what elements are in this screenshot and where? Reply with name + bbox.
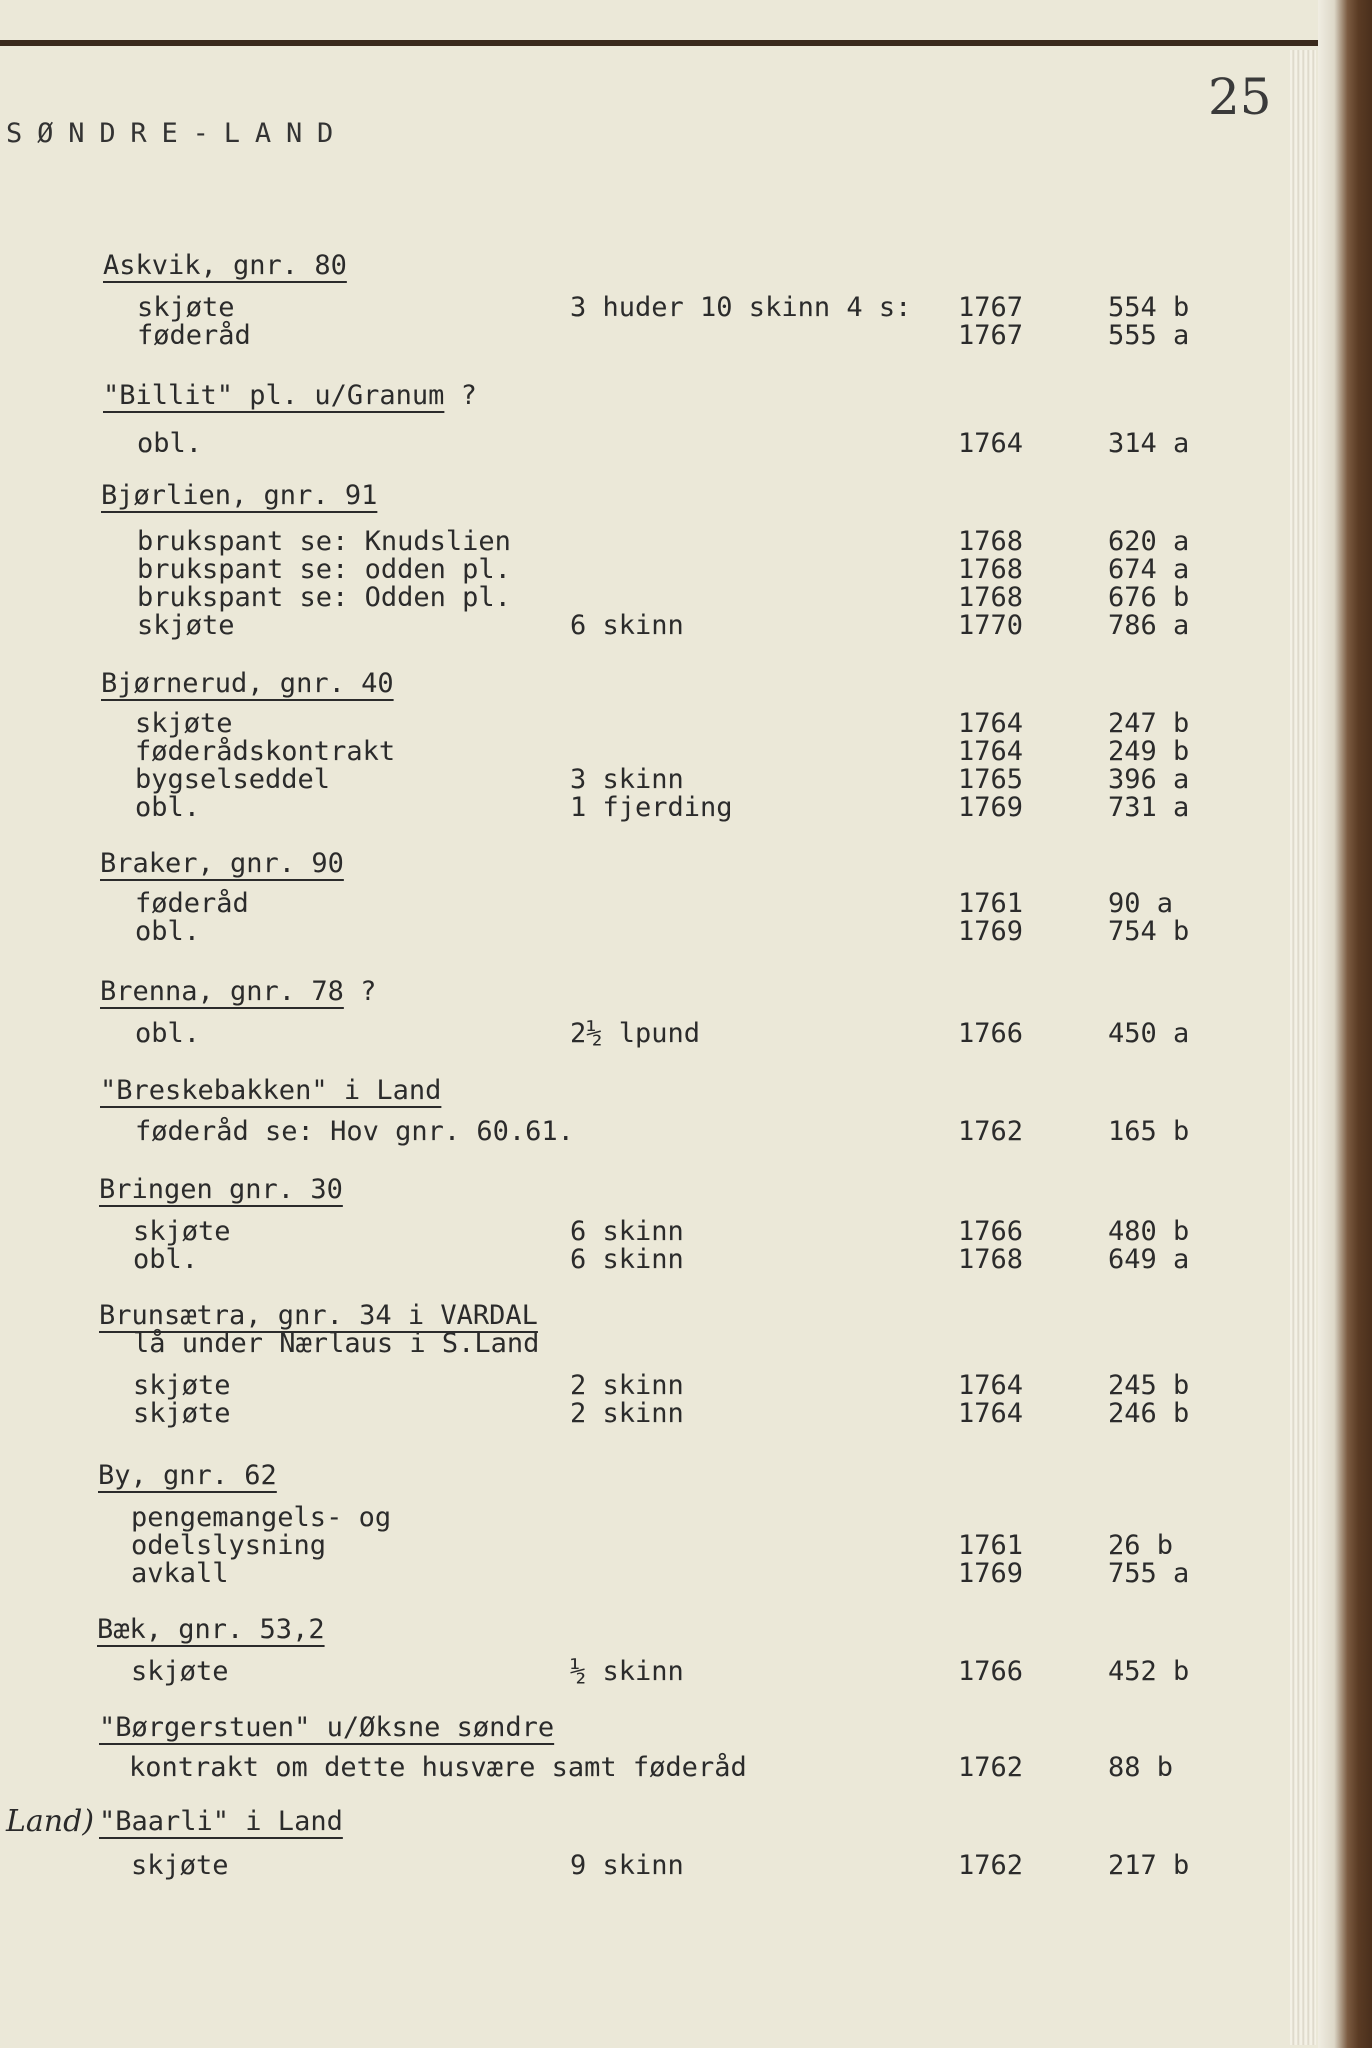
entry-row (0, 736, 1290, 766)
entry-year: 1764 (958, 1398, 1024, 1429)
entry-desc: skjøte (137, 292, 235, 323)
entry-val: 9 skinn (570, 1850, 684, 1881)
entry-year: 1761 (958, 888, 1024, 919)
entry-row (0, 610, 1290, 640)
entry-year: 1769 (958, 916, 1024, 947)
entry-ref: 754 b (1108, 916, 1190, 947)
entry-year: 1766 (958, 1216, 1024, 1247)
entry-row (0, 888, 1290, 918)
entry-val: 1 fjerding (570, 792, 733, 823)
entry-desc: obl. (135, 792, 201, 823)
entry-year: 1764 (958, 428, 1024, 459)
entry-val: 2 skinn (570, 1398, 684, 1429)
entry-row (0, 764, 1290, 794)
entry-title (99, 1174, 343, 1205)
entry-row (0, 1018, 1290, 1048)
entry-ref: 165 b (1108, 1116, 1190, 1147)
entry-desc: brukspant se: Knudslien (137, 526, 511, 557)
entry-ref: 649 a (1108, 1244, 1190, 1275)
entry-desc: føderådskontrakt (135, 736, 396, 767)
entry-row (0, 428, 1290, 458)
entry-year: 1767 (958, 292, 1024, 323)
entry-desc: skjøte (137, 610, 235, 641)
entry-title-text: Bæk, gnr. 53,2 (97, 1614, 325, 1645)
entry-ref: 555 a (1108, 320, 1190, 351)
entry-row (0, 1530, 1290, 1560)
handwritten-margin-note: Land) (6, 1804, 95, 1839)
entry-desc: bygselseddel (135, 764, 331, 795)
entry-title (100, 976, 376, 1007)
entry-ref: 674 a (1108, 554, 1190, 585)
entry-year: 1762 (958, 1116, 1024, 1147)
entry-ref: 786 a (1108, 610, 1190, 641)
entry-title-text: "Billit" pl. u/Granum (103, 380, 445, 411)
entry-desc: føderåd (137, 320, 251, 351)
entry-desc: skjøte (131, 1850, 229, 1881)
entry-desc: kontrakt om dette husvære samt føderåd (129, 1752, 747, 1783)
entry-subtitle: lå under Nærlaus i S.Land (133, 1328, 540, 1359)
entry-desc: odelslysning (131, 1530, 327, 1561)
entry-title (101, 668, 394, 699)
page-number: 25 (1208, 68, 1272, 126)
entry-ref: 247 b (1108, 708, 1190, 739)
entry-title-text: Brunsætra, gnr. 34 i VARDAL (99, 1300, 538, 1331)
entry-title (98, 1460, 277, 1491)
entry-title (99, 1806, 343, 1837)
entry-row (0, 1398, 1290, 1428)
entry-desc: obl. (133, 1244, 199, 1275)
entry-desc: skjøte (135, 708, 233, 739)
entry-ref: 480 b (1108, 1216, 1190, 1247)
entry-row (0, 1752, 1290, 1782)
entry-row (0, 1244, 1290, 1274)
entry-ref: 554 b (1108, 292, 1190, 323)
entry-title (103, 380, 477, 411)
entry-ref: 246 b (1108, 1398, 1190, 1429)
entry-title-text: "Breskebakken" i Land (100, 1075, 442, 1106)
entry-desc: føderåd se: Hov gnr. 60.61. (135, 1116, 574, 1147)
entry-title-text: "Børgerstuen" u/Øksne søndre (99, 1712, 555, 1743)
entry-row (0, 708, 1290, 738)
entry-ref: 245 b (1108, 1370, 1190, 1401)
entry-row (0, 1502, 1290, 1532)
entry-year: 1762 (958, 1752, 1024, 1783)
book-binding (1318, 0, 1372, 2048)
entry-title-text: Bringen gnr. 30 (99, 1174, 343, 1205)
entry-row (0, 554, 1290, 584)
page-stack-edge (1290, 50, 1316, 2045)
page-header: SØNDRE-LAND (6, 118, 349, 149)
entry-ref: 314 a (1108, 428, 1190, 459)
entry-title-suffix: ? (444, 380, 477, 411)
entry-row (0, 1656, 1290, 1686)
entry-title-text: Bjørlien, gnr. 91 (101, 480, 378, 511)
entry-desc: obl. (135, 1018, 201, 1049)
entry-ref: 90 a (1108, 888, 1174, 919)
entry-title (99, 1712, 554, 1743)
entry-ref: 755 a (1108, 1558, 1190, 1589)
entry-val: 6 skinn (570, 610, 684, 641)
entry-ref: 731 a (1108, 792, 1190, 823)
entry-ref: 217 b (1108, 1850, 1190, 1881)
page-top-edge (0, 40, 1318, 46)
entry-desc: skjøte (131, 1656, 229, 1687)
entry-desc: skjøte (133, 1398, 231, 1429)
entry-desc: skjøte (133, 1370, 231, 1401)
entry-year: 1766 (958, 1018, 1024, 1049)
entry-year: 1767 (958, 320, 1024, 351)
entry-row (0, 1370, 1290, 1400)
entry-year: 1768 (958, 526, 1024, 557)
entry-desc: brukspant se: odden pl. (137, 554, 511, 585)
entry-desc: obl. (135, 916, 201, 947)
entry-ref: 620 a (1108, 526, 1190, 557)
entry-year: 1769 (958, 792, 1024, 823)
entry-row (0, 582, 1290, 612)
entry-title-text: Brenna, gnr. 78 (100, 976, 344, 1007)
entry-val: ½ skinn (570, 1656, 684, 1687)
entry-ref: 452 b (1108, 1656, 1190, 1687)
entry-title (101, 480, 377, 511)
entry-row (0, 1558, 1290, 1588)
entry-title (100, 848, 344, 879)
entry-year: 1762 (958, 1850, 1024, 1881)
entry-year: 1768 (958, 582, 1024, 613)
entry-year: 1764 (958, 736, 1024, 767)
entry-year: 1765 (958, 764, 1024, 795)
entry-val: 6 skinn (570, 1216, 684, 1247)
entry-row (0, 526, 1290, 556)
entry-title (97, 1614, 325, 1645)
entry-row (0, 916, 1290, 946)
entry-ref: 26 b (1108, 1530, 1174, 1561)
entry-title-suffix: ? (343, 976, 377, 1007)
entry-desc: avkall (131, 1558, 229, 1589)
entry-title-text: Askvik, gnr. 80 (103, 250, 347, 281)
entry-val: 2 skinn (570, 1370, 684, 1401)
entry-val: 2½ lpund (570, 1018, 701, 1049)
entry-year: 1770 (958, 610, 1024, 641)
entry-row (0, 1850, 1290, 1880)
entry-title-text: By, gnr. 62 (98, 1460, 277, 1491)
entry-ref: 249 b (1108, 736, 1190, 767)
entry-row (0, 292, 1290, 322)
entry-val: 6 skinn (570, 1244, 684, 1275)
entry-title-text: Bjørnerud, gnr. 40 (101, 668, 394, 699)
entry-desc: skjøte (133, 1216, 231, 1247)
entry-year: 1768 (958, 554, 1024, 585)
entry-val: 3 skinn (570, 764, 684, 795)
entry-ref: 396 a (1108, 764, 1190, 795)
entry-title (103, 250, 347, 281)
entry-desc: obl. (137, 428, 203, 459)
entry-row (0, 792, 1290, 822)
entry-year: 1764 (958, 708, 1024, 739)
entry-ref: 676 b (1108, 582, 1190, 613)
entry-title (99, 1300, 538, 1331)
entry-row (0, 1116, 1290, 1146)
entry-year: 1766 (958, 1656, 1024, 1687)
entry-row (0, 1216, 1290, 1246)
entry-year: 1764 (958, 1370, 1024, 1401)
entry-desc: pengemangels- og (131, 1502, 392, 1533)
entry-ref: 450 a (1108, 1018, 1190, 1049)
entry-title-text: "Baarli" i Land (99, 1806, 343, 1837)
entry-desc: brukspant se: Odden pl. (137, 582, 511, 613)
entry-title-text: Braker, gnr. 90 (100, 848, 344, 879)
entry-year: 1768 (958, 1244, 1024, 1275)
entry-row (0, 320, 1290, 350)
entry-year: 1761 (958, 1530, 1024, 1561)
entry-val: 3 huder 10 skinn 4 s: (570, 292, 912, 323)
entry-desc: føderåd (135, 888, 249, 919)
entry-title (100, 1075, 441, 1106)
entry-year: 1769 (958, 1558, 1024, 1589)
entry-ref: 88 b (1108, 1752, 1174, 1783)
